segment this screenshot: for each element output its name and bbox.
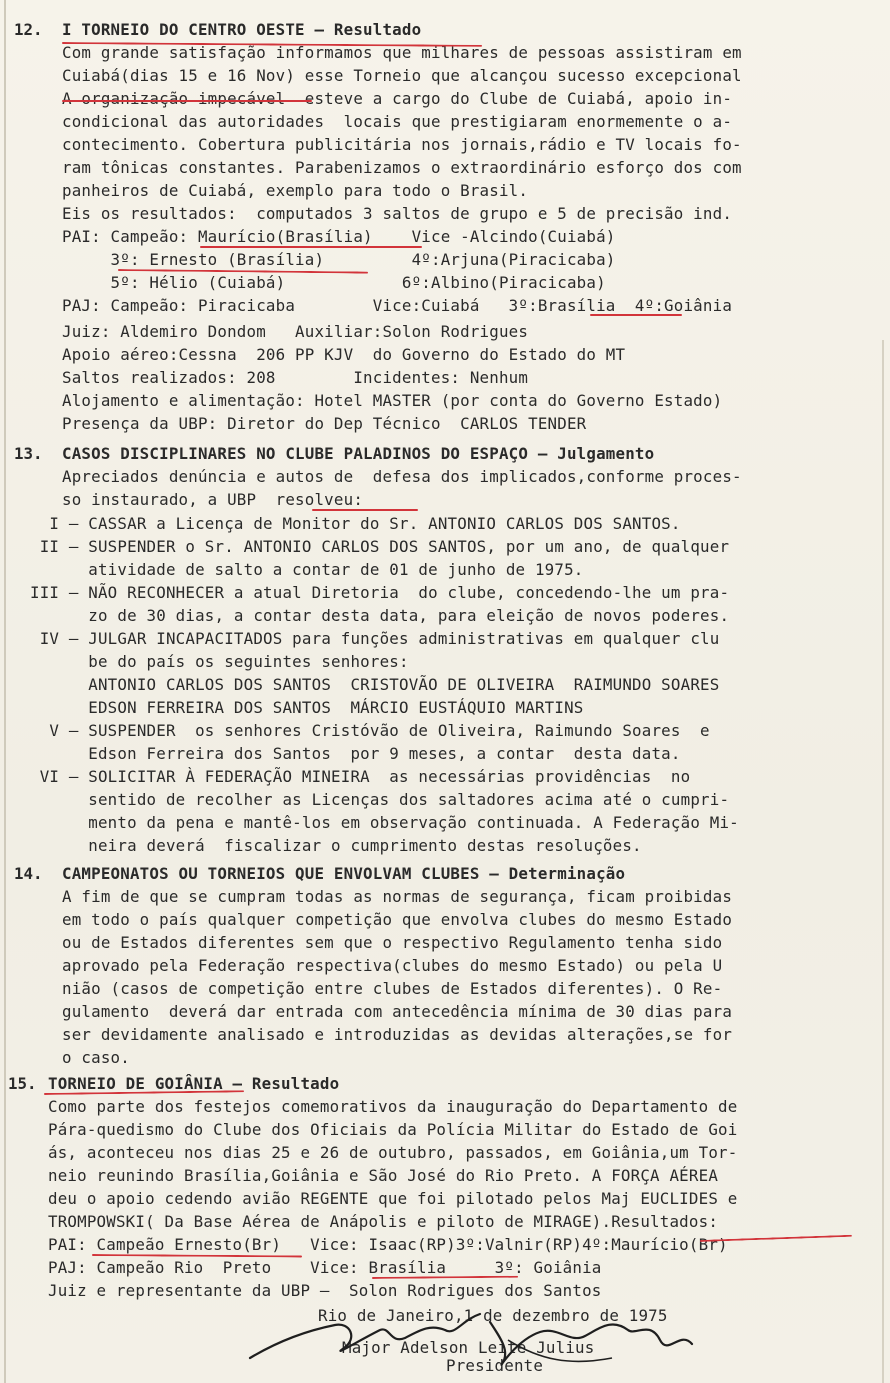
- section-15-number: 15.: [8, 1074, 37, 1093]
- section-12-line: Presença da UBP: Diretor do Dep Técnico CARLOS TENDER: [62, 414, 587, 433]
- section-14-line: o caso.: [62, 1048, 130, 1067]
- section-13-item: IV – JULGAR INCAPACITADOS para funções administrativas em qualquer clu: [30, 629, 720, 648]
- section-12-line: Juiz: Aldemiro Dondom Auxiliar:Solon Rodrigues: [62, 322, 529, 341]
- section-15-line: Juiz e representante da UBP – Solon Rodrigues dos Santos: [48, 1281, 602, 1300]
- section-15-line: Como parte dos festejos comemorativos da inauguração do Departamento de: [48, 1097, 738, 1116]
- red-underline: [200, 246, 422, 248]
- section-13-line: so instaurado, a UBP resolveu:: [62, 490, 364, 509]
- section-12-line: Saltos realizados: 208 Incidentes: Nenhum: [62, 368, 529, 387]
- section-14-line: em todo o país qualquer competição que envolva clubes do mesmo Estado: [62, 910, 733, 929]
- red-underline: [62, 100, 312, 102]
- red-underline: [92, 1254, 302, 1257]
- section-12-line: panheiros de Cuiabá, exemplo para todo o Brasil.: [62, 181, 529, 200]
- section-14-line: A fim de que se cumpram todas as normas de segurança, ficam proibidas: [62, 887, 733, 906]
- section-12-pai-line: 5º: Hélio (Cuiabá) 6º:Albino(Piracicaba): [62, 273, 606, 292]
- red-underline: [590, 314, 682, 316]
- section-12-line: Cuiabá(dias 15 e 16 Nov) esse Torneio que alcançou sucesso excepcional: [62, 66, 742, 85]
- section-12-line: Alojamento e alimentação: Hotel MASTER (por conta do Governo Estado): [62, 391, 723, 410]
- signer-name: Major Adelson Leite Julius: [342, 1338, 595, 1357]
- section-13-item: ANTONIO CARLOS DOS SANTOS CRISTOVÃO DE OLIVEIRA RAIMUNDO SOARES: [30, 675, 720, 694]
- section-15-pai-line: PAI: Campeão Ernesto(Br) Vice: Isaac(RP)3º:Valnir(RP)4º:Maurício(Br): [48, 1235, 728, 1254]
- section-14-title: CAMPEONATOS OU TORNEIOS QUE ENVOLVAM CLUBES – Determinação: [62, 864, 626, 883]
- section-12-line: Com grande satisfação informamos que milhares de pessoas assistiram em: [62, 43, 742, 62]
- section-15-line: deu o apoio cedendo avião REGENTE que foi pilotado pelos Maj EUCLIDES e: [48, 1189, 738, 1208]
- section-13-item: be do país os seguintes senhores:: [30, 652, 409, 671]
- section-13-item: neira deverá fiscalizar o cumprimento destas resoluções.: [30, 836, 642, 855]
- section-13-item: zo de 30 dias, a contar desta data, para eleição de novos poderes.: [30, 606, 730, 625]
- section-15-line: Pára-quedismo do Clube dos Oficiais da Polícia Militar do Estado de Goi: [48, 1120, 738, 1139]
- section-13-item: I – CASSAR a Licença de Monitor do Sr. ANTONIO CARLOS DOS SANTOS.: [30, 514, 681, 533]
- section-12-line: contecimento. Cobertura publicitária nos jornais,rádio e TV locais fo-: [62, 135, 742, 154]
- section-14-line: gulamento deverá dar entrada com antecedência mínima de 30 dias para: [62, 1002, 733, 1021]
- section-12-title: I TORNEIO DO CENTRO OESTE – Resultado: [62, 20, 422, 39]
- red-underline: [372, 1276, 518, 1279]
- section-15-title: TORNEIO DE GOIÂNIA – Resultado: [48, 1074, 340, 1093]
- section-13-number: 13.: [14, 444, 43, 463]
- section-12-number: 12.: [14, 20, 43, 39]
- section-13-item: III – NÃO RECONHECER a atual Diretoria do clube, concedendo-lhe um pra-: [30, 583, 730, 602]
- section-12-line: Apoio aéreo:Cessna 206 PP KJV do Governo do Estado do MT: [62, 345, 626, 364]
- section-13-item: mento da pena e mantê-los em observação continuada. A Federação Mi-: [30, 813, 739, 832]
- section-12-pai-line: PAI: Campeão: Maurício(Brasília) Vice -Alcindo(Cuiabá): [62, 227, 616, 246]
- section-13-item: atividade de salto a contar de 01 de junho de 1975.: [30, 560, 584, 579]
- section-15-line: ás, aconteceu nos dias 25 e 26 de outubro, passados, em Goiânia,um Tor-: [48, 1143, 738, 1162]
- section-13-item: Edson Ferreira dos Santos por 9 meses, a contar desta data.: [30, 744, 681, 763]
- section-12-line: condicional das autoridades locais que prestigiaram enormemente o a-: [62, 112, 733, 131]
- section-14-line: ser devidamente analisado e introduzidas as devidas alterações,se for: [62, 1025, 733, 1044]
- section-14-number: 14.: [14, 864, 43, 883]
- handwritten-signature: [240, 1300, 720, 1380]
- place-date: Rio de Janeiro,1 de dezembro de 1975: [318, 1306, 668, 1325]
- paper-left-edge: [4, 0, 6, 1383]
- section-13-item: EDSON FERREIRA DOS SANTOS MÁRCIO EUSTÁQUIO MARTINS: [30, 698, 584, 717]
- section-12-line: ram tônicas constantes. Parabenizamos o extraordinário esforço dos com: [62, 158, 742, 177]
- section-13-item: VI – SOLICITAR À FEDERAÇÃO MINEIRA as necessárias providências no: [30, 767, 691, 786]
- section-14-line: aprovado pela Federação respectiva(clubes do mesmo Estado) ou pela U: [62, 956, 723, 975]
- section-14-line: nião (casos de competição entre clubes de Estados diferentes). O Re-: [62, 979, 723, 998]
- red-underline: [312, 509, 418, 511]
- section-14-line: ou de Estados diferentes sem que o respectivo Regulamento tenha sido: [62, 933, 723, 952]
- section-12-line: Eis os resultados: computados 3 saltos de grupo e 5 de precisão ind.: [62, 204, 733, 223]
- section-15-line: TROMPOWSKI( Da Base Aérea de Anápolis e piloto de MIRAGE).Resultados:: [48, 1212, 719, 1231]
- section-12-pai-line: 3º: Ernesto (Brasília) 4º:Arjuna(Piracicaba): [62, 250, 616, 269]
- section-13-item: II – SUSPENDER o Sr. ANTONIO CARLOS DOS SANTOS, por um ano, de qualquer: [30, 537, 730, 556]
- paper-right-edge: [882, 340, 884, 1383]
- section-12-paj-line: PAJ: Campeão: Piracicaba Vice:Cuiabá 3º:Brasília 4º:Goiânia: [62, 296, 733, 315]
- section-13-line: Apreciados denúncia e autos de defesa dos implicados,conforme proces-: [62, 467, 742, 486]
- signer-role: Presidente: [446, 1356, 544, 1375]
- section-15-paj-line: PAJ: Campeão Rio Preto Vice: Brasília 3º: Goiânia: [48, 1258, 602, 1277]
- section-15-line: neio reunindo Brasília,Goiânia e São José do Rio Preto. A FORÇA AÉREA: [48, 1166, 719, 1185]
- section-12-line: A organização impecável esteve a cargo do Clube de Cuiabá, apoio in-: [62, 89, 733, 108]
- section-13-item: sentido de recolher as Licenças dos saltadores acima até o cumpri-: [30, 790, 730, 809]
- section-13-title: CASOS DISCIPLINARES NO CLUBE PALADINOS DO ESPAÇO – Julgamento: [62, 444, 655, 463]
- section-13-item: V – SUSPENDER os senhores Cristóvão de Oliveira, Raimundo Soares e: [30, 721, 710, 740]
